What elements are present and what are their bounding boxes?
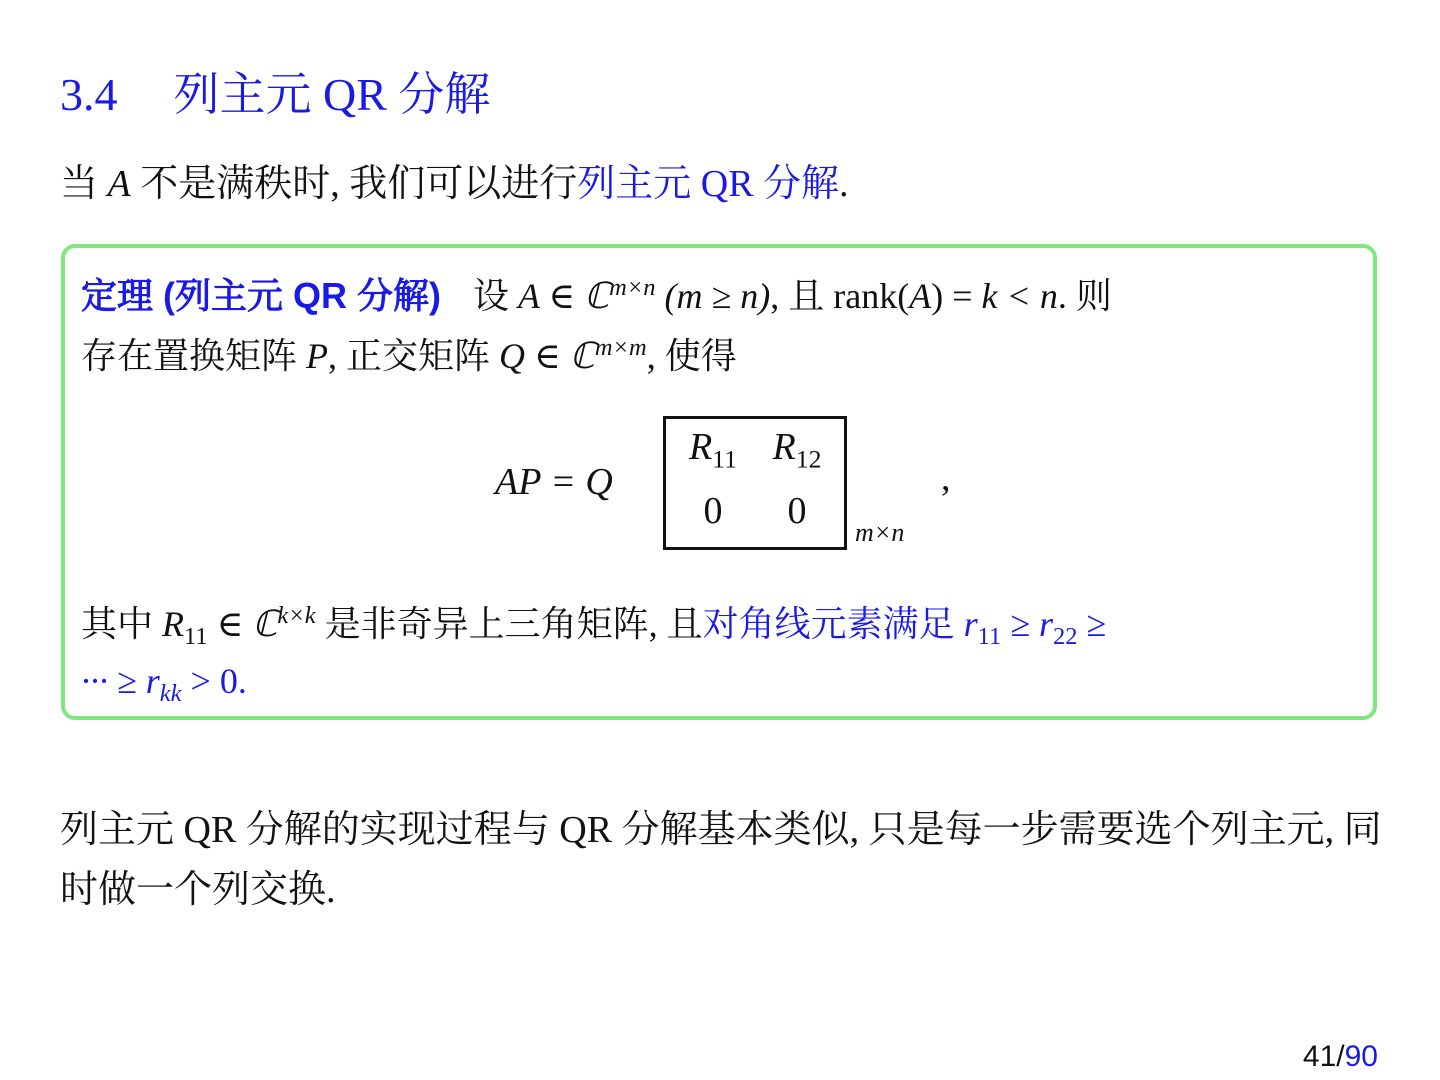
theorem-box — [61, 244, 1377, 720]
theorem-l3-sub1: 11 — [184, 623, 208, 651]
theorem-l3-math5: ≥ — [1077, 604, 1107, 644]
theorem-l1-math4: k < n — [981, 276, 1058, 316]
theorem-l3-text2: 是非奇异上三角矩阵, 且 — [315, 604, 703, 644]
theorem-l3-sub2: 11 — [977, 623, 1002, 651]
closing-paragraph: 列主元 QR 分解的实现过程与 QR 分解基本类似, 只是每一步需要选个列主元, 同时做一个列交换. — [60, 809, 1382, 911]
theorem-l3-sup1: k×k — [277, 602, 316, 629]
theorem-l3-math2: ∈ ℂ — [207, 604, 278, 644]
matrix-r12-sub: 12 — [795, 444, 822, 474]
section-title — [60, 58, 490, 124]
section-title-text: 列主元 QR 分解 — [173, 69, 491, 120]
block-matrix — [663, 416, 847, 550]
equation-lhs: AP = Q — [495, 461, 613, 503]
page-current: 41 — [1302, 1040, 1337, 1073]
intro-sentence — [60, 152, 849, 207]
matrix-size-subscript: m×n — [855, 518, 905, 547]
theorem-line-4 — [81, 660, 247, 708]
page-separator: / — [1336, 1040, 1345, 1073]
intro-suffix: . — [839, 163, 849, 205]
theorem-l1-math1: A ∈ ℂ — [518, 276, 610, 316]
matrix-cell-r11 — [673, 425, 753, 474]
theorem-line-3 — [81, 596, 1107, 651]
theorem-l1-text2: , 且 rank( — [770, 276, 910, 316]
theorem-l1-sup1: m×n — [609, 274, 656, 301]
theorem-l2-text3: , 使得 — [646, 336, 737, 376]
theorem-l2-text2: , 正交矩阵 — [328, 336, 500, 376]
matrix-cell-zero-right: 0 — [787, 490, 807, 532]
theorem-l3-highlight-group — [702, 604, 1107, 651]
matrix-r11-base: R — [688, 426, 713, 468]
intro-prefix: 当 — [60, 163, 108, 205]
page-total: 90 — [1344, 1040, 1378, 1073]
intro-middle: 不是满秩时, 我们可以进行 — [130, 163, 578, 205]
theorem-l4-sub1: kk — [159, 680, 182, 708]
theorem-l3-text1: 其中 — [81, 604, 163, 644]
matrix-cell-r12 — [757, 425, 837, 474]
theorem-l2-math1: P — [306, 336, 329, 376]
theorem-line-1 — [81, 268, 1112, 319]
theorem-l2-sup1: m×m — [594, 334, 647, 361]
theorem-l1-text3: ) = — [931, 276, 982, 316]
theorem-l4-math1: ··· ≥ r — [81, 661, 160, 701]
section-number: 3.4 — [60, 69, 118, 120]
theorem-l2-math2: Q ∈ ℂ — [499, 336, 595, 376]
theorem-name: 定理 (列主元 QR 分解) — [81, 275, 441, 316]
theorem-l2-text1: 存在置换矩阵 — [81, 336, 307, 376]
display-equation — [495, 416, 995, 556]
equation-trailing-comma: , — [941, 457, 951, 499]
theorem-l4-math2: > 0. — [181, 661, 247, 701]
theorem-l3-math3: r — [963, 604, 978, 644]
theorem-l1-text1: 设 — [472, 276, 518, 316]
matrix-r12-base: R — [772, 426, 796, 468]
theorem-l3-math1: R — [162, 604, 185, 644]
intro-highlight: 列主元 QR 分解 — [577, 163, 840, 205]
theorem-l3-math4: ≥ r — [1001, 604, 1053, 644]
intro-matrix-symbol: A — [107, 163, 131, 205]
page-number — [1303, 1040, 1378, 1074]
theorem-l1-math3: A — [909, 276, 932, 316]
theorem-line-2 — [81, 328, 737, 379]
matrix-cell-zero-left: 0 — [703, 490, 723, 532]
matrix-r11-sub: 11 — [712, 444, 738, 474]
theorem-l1-text4: . 则 — [1057, 276, 1112, 316]
theorem-l3-highlight: 对角线元素满足 — [702, 604, 964, 644]
theorem-l3-sub3: 22 — [1053, 623, 1078, 651]
theorem-l1-math2: (m ≥ n) — [655, 276, 771, 316]
